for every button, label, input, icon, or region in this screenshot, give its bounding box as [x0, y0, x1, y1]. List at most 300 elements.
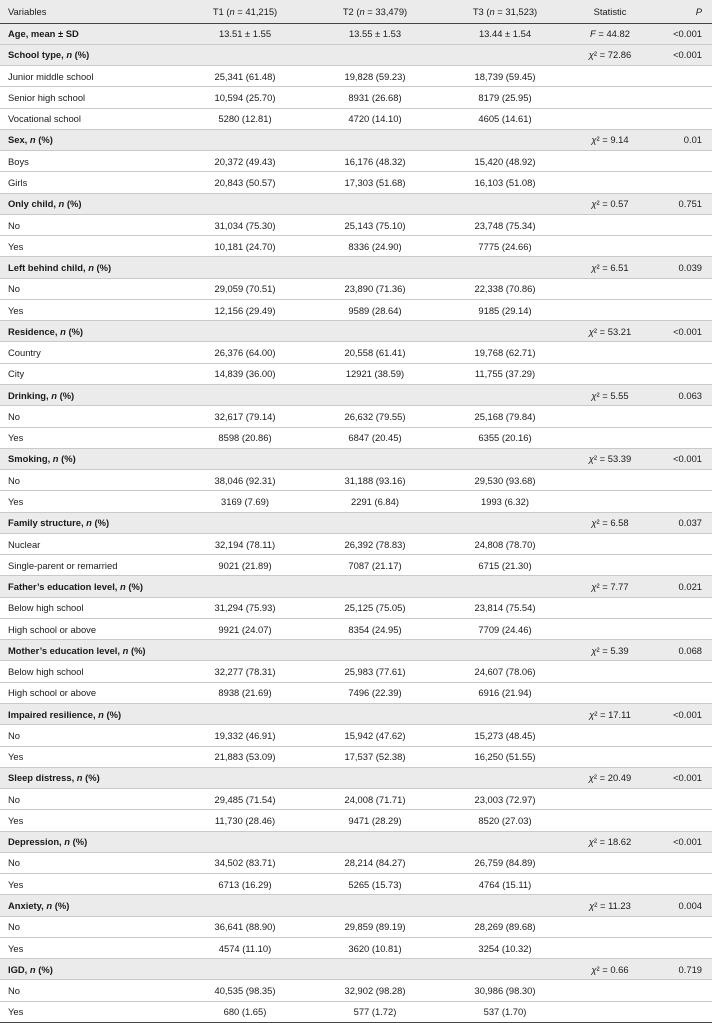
table-row	[0, 108, 712, 129]
t2-cell	[310, 257, 440, 278]
t3-cell: 23,814 (75.54)	[440, 597, 570, 618]
p-value-cell	[650, 278, 712, 299]
t3-cell	[440, 704, 570, 725]
t3-cell: 18,739 (59.45)	[440, 66, 570, 87]
statistic-cell	[570, 661, 650, 682]
category-row	[0, 448, 712, 469]
variable-cell: Yes	[0, 299, 180, 320]
p-value-cell	[650, 363, 712, 384]
statistic-cell	[570, 852, 650, 873]
t1-cell	[180, 321, 310, 342]
t3-cell: 6355 (20.16)	[440, 427, 570, 448]
t2-cell	[310, 512, 440, 533]
variable-cell: No	[0, 725, 180, 746]
t1-cell: 31,294 (75.93)	[180, 597, 310, 618]
t3-cell: 9185 (29.14)	[440, 299, 570, 320]
variable-cell: City	[0, 363, 180, 384]
header-variables: Variables	[0, 0, 180, 23]
p-value-cell	[650, 172, 712, 193]
statistic-cell	[570, 725, 650, 746]
t3-cell: 7709 (24.46)	[440, 618, 570, 639]
t3-cell: 15,420 (48.92)	[440, 151, 570, 172]
t3-cell: 26,759 (84.89)	[440, 852, 570, 873]
t3-cell: 6715 (21.30)	[440, 555, 570, 576]
t1-cell: 8938 (21.69)	[180, 682, 310, 703]
t2-cell: 12921 (38.59)	[310, 363, 440, 384]
statistic-cell: χ² = 6.58	[570, 512, 650, 533]
t3-cell: 29,530 (93.68)	[440, 470, 570, 491]
variable-cell: No	[0, 916, 180, 937]
category-row	[0, 704, 712, 725]
p-value-cell: <0.001	[650, 44, 712, 65]
t2-cell: 28,214 (84.27)	[310, 852, 440, 873]
statistic-cell: F = 44.82	[570, 23, 650, 44]
p-value-cell	[650, 661, 712, 682]
t1-cell	[180, 831, 310, 852]
category-row	[0, 23, 712, 44]
t3-cell	[440, 640, 570, 661]
category-row	[0, 767, 712, 788]
p-value-cell	[650, 682, 712, 703]
variable-cell: Senior high school	[0, 87, 180, 108]
category-row	[0, 640, 712, 661]
category-row	[0, 321, 712, 342]
variable-cell: Residence, n (%)	[0, 321, 180, 342]
t1-cell: 29,059 (70.51)	[180, 278, 310, 299]
t1-cell: 38,046 (92.31)	[180, 470, 310, 491]
statistic-cell	[570, 427, 650, 448]
t2-cell: 8931 (26.68)	[310, 87, 440, 108]
p-value-cell	[650, 236, 712, 257]
variable-cell: No	[0, 789, 180, 810]
p-value-cell: <0.001	[650, 448, 712, 469]
variable-cell: High school or above	[0, 682, 180, 703]
statistic-cell: χ² = 72.86	[570, 44, 650, 65]
p-value-cell: 0.004	[650, 895, 712, 916]
p-value-cell	[650, 916, 712, 937]
variable-cell: Yes	[0, 491, 180, 512]
variable-cell: Boys	[0, 151, 180, 172]
t1-cell: 5280 (12.81)	[180, 108, 310, 129]
statistic-cell: χ² = 11.23	[570, 895, 650, 916]
statistic-cell	[570, 555, 650, 576]
table-row	[0, 236, 712, 257]
header-row	[0, 0, 712, 23]
statistic-cell	[570, 363, 650, 384]
table-row	[0, 618, 712, 639]
t1-cell: 25,341 (61.48)	[180, 66, 310, 87]
p-value-cell	[650, 789, 712, 810]
t2-cell	[310, 895, 440, 916]
variable-cell: Drinking, n (%)	[0, 385, 180, 406]
t1-cell	[180, 257, 310, 278]
t1-cell	[180, 129, 310, 150]
t3-cell: 16,250 (51.55)	[440, 746, 570, 767]
t3-cell	[440, 959, 570, 980]
t3-cell: 4764 (15.11)	[440, 874, 570, 895]
variable-cell: Country	[0, 342, 180, 363]
p-value-cell: 0.068	[650, 640, 712, 661]
variable-cell: Vocational school	[0, 108, 180, 129]
t1-cell: 14,839 (36.00)	[180, 363, 310, 384]
category-row	[0, 512, 712, 533]
variable-cell: Father’s education level, n (%)	[0, 576, 180, 597]
t3-cell	[440, 193, 570, 214]
statistic-cell	[570, 533, 650, 554]
t1-cell	[180, 640, 310, 661]
table-row	[0, 980, 712, 1001]
table-row	[0, 682, 712, 703]
variable-cell: Below high school	[0, 661, 180, 682]
statistic-cell: χ² = 0.66	[570, 959, 650, 980]
t1-cell: 6713 (16.29)	[180, 874, 310, 895]
p-value-cell: 0.063	[650, 385, 712, 406]
table-row	[0, 470, 712, 491]
statistic-cell: χ² = 5.39	[570, 640, 650, 661]
t1-cell	[180, 767, 310, 788]
category-row	[0, 385, 712, 406]
statistic-cell	[570, 66, 650, 87]
table-row	[0, 406, 712, 427]
variable-cell: Below high school	[0, 597, 180, 618]
header-t3: T3 (n = 31,523)	[440, 0, 570, 23]
table-row	[0, 491, 712, 512]
t1-cell: 40,535 (98.35)	[180, 980, 310, 1001]
t3-cell	[440, 576, 570, 597]
variable-cell: School type, n (%)	[0, 44, 180, 65]
p-value-cell	[650, 555, 712, 576]
t3-cell	[440, 895, 570, 916]
t3-cell: 8520 (27.03)	[440, 810, 570, 831]
variable-cell: Yes	[0, 746, 180, 767]
table-row	[0, 172, 712, 193]
variable-cell: No	[0, 980, 180, 1001]
statistic-cell	[570, 87, 650, 108]
t2-cell: 26,392 (78.83)	[310, 533, 440, 554]
p-value-cell: 0.039	[650, 257, 712, 278]
t1-cell	[180, 385, 310, 406]
t1-cell: 9921 (24.07)	[180, 618, 310, 639]
t1-cell: 4574 (11.10)	[180, 937, 310, 958]
t1-cell: 10,594 (25.70)	[180, 87, 310, 108]
t2-cell	[310, 767, 440, 788]
statistic-cell	[570, 172, 650, 193]
t1-cell: 10,181 (24.70)	[180, 236, 310, 257]
statistic-cell	[570, 342, 650, 363]
t1-cell	[180, 512, 310, 533]
t2-cell: 4720 (14.10)	[310, 108, 440, 129]
t2-cell: 20,558 (61.41)	[310, 342, 440, 363]
t3-cell: 19,768 (62.71)	[440, 342, 570, 363]
p-value-cell	[650, 108, 712, 129]
t1-cell: 19,332 (46.91)	[180, 725, 310, 746]
variable-cell: Single-parent or remarried	[0, 555, 180, 576]
t1-cell: 3169 (7.69)	[180, 491, 310, 512]
p-value-cell	[650, 937, 712, 958]
t1-cell	[180, 193, 310, 214]
t1-cell	[180, 704, 310, 725]
t2-cell: 9471 (28.29)	[310, 810, 440, 831]
p-value-cell	[650, 66, 712, 87]
t1-cell: 31,034 (75.30)	[180, 214, 310, 235]
variable-cell: Only child, n (%)	[0, 193, 180, 214]
variable-cell: Family structure, n (%)	[0, 512, 180, 533]
variable-cell: Left behind child, n (%)	[0, 257, 180, 278]
p-value-cell: <0.001	[650, 23, 712, 44]
t2-cell	[310, 193, 440, 214]
t1-cell	[180, 959, 310, 980]
t1-cell: 32,194 (78.11)	[180, 533, 310, 554]
variable-cell: Yes	[0, 937, 180, 958]
statistic-cell: χ² = 6.51	[570, 257, 650, 278]
variable-cell: Yes	[0, 427, 180, 448]
statistic-cell	[570, 597, 650, 618]
statistic-cell	[570, 236, 650, 257]
table-row	[0, 1001, 712, 1022]
variable-cell: Sleep distress, n (%)	[0, 767, 180, 788]
variable-cell: Impaired resilience, n (%)	[0, 704, 180, 725]
t1-cell: 32,617 (79.14)	[180, 406, 310, 427]
t2-cell: 577 (1.72)	[310, 1001, 440, 1022]
t3-cell: 7775 (24.66)	[440, 236, 570, 257]
p-value-cell: 0.751	[650, 193, 712, 214]
statistic-cell: χ² = 53.21	[570, 321, 650, 342]
table-row	[0, 555, 712, 576]
statistic-cell	[570, 682, 650, 703]
t1-cell	[180, 44, 310, 65]
statistic-cell	[570, 810, 650, 831]
t2-cell	[310, 704, 440, 725]
p-value-cell: <0.001	[650, 767, 712, 788]
t3-cell	[440, 385, 570, 406]
p-value-cell	[650, 427, 712, 448]
variable-cell: Yes	[0, 810, 180, 831]
statistic-cell: χ² = 9.14	[570, 129, 650, 150]
p-value-cell: 0.719	[650, 959, 712, 980]
t3-cell: 6916 (21.94)	[440, 682, 570, 703]
p-value-cell: 0.021	[650, 576, 712, 597]
t1-cell: 9021 (21.89)	[180, 555, 310, 576]
t1-cell: 12,156 (29.49)	[180, 299, 310, 320]
t2-cell: 31,188 (93.16)	[310, 470, 440, 491]
variable-cell: Junior middle school	[0, 66, 180, 87]
table-row	[0, 937, 712, 958]
t2-cell: 25,125 (75.05)	[310, 597, 440, 618]
t2-cell: 3620 (10.81)	[310, 937, 440, 958]
table-row	[0, 916, 712, 937]
t3-cell	[440, 321, 570, 342]
t3-cell: 537 (1.70)	[440, 1001, 570, 1022]
p-value-cell	[650, 342, 712, 363]
p-value-cell	[650, 725, 712, 746]
table-row	[0, 789, 712, 810]
t2-cell: 7496 (22.39)	[310, 682, 440, 703]
t2-cell: 17,537 (52.38)	[310, 746, 440, 767]
t1-cell	[180, 895, 310, 916]
t2-cell: 13.55 ± 1.53	[310, 23, 440, 44]
t2-cell: 24,008 (71.71)	[310, 789, 440, 810]
t3-cell	[440, 129, 570, 150]
t2-cell: 25,983 (77.61)	[310, 661, 440, 682]
category-row	[0, 959, 712, 980]
statistic-cell	[570, 618, 650, 639]
t3-cell: 23,003 (72.97)	[440, 789, 570, 810]
category-row	[0, 257, 712, 278]
category-row	[0, 576, 712, 597]
table-row	[0, 533, 712, 554]
t3-cell: 8179 (25.95)	[440, 87, 570, 108]
t3-cell: 3254 (10.32)	[440, 937, 570, 958]
t2-cell	[310, 448, 440, 469]
t3-cell: 4605 (14.61)	[440, 108, 570, 129]
t3-cell: 24,808 (78.70)	[440, 533, 570, 554]
p-value-cell	[650, 214, 712, 235]
table-row	[0, 746, 712, 767]
t1-cell: 20,843 (50.57)	[180, 172, 310, 193]
table-row	[0, 299, 712, 320]
t2-cell: 17,303 (51.68)	[310, 172, 440, 193]
t3-cell: 11,755 (37.29)	[440, 363, 570, 384]
variable-cell: Depression, n (%)	[0, 831, 180, 852]
statistic-cell	[570, 299, 650, 320]
statistic-cell	[570, 491, 650, 512]
p-value-cell	[650, 1001, 712, 1022]
t2-cell	[310, 576, 440, 597]
variable-cell: Smoking, n (%)	[0, 448, 180, 469]
t3-cell	[440, 257, 570, 278]
t2-cell: 26,632 (79.55)	[310, 406, 440, 427]
t2-cell: 19,828 (59.23)	[310, 66, 440, 87]
statistic-cell: χ² = 5.55	[570, 385, 650, 406]
header-statistic: Statistic	[570, 0, 650, 23]
variable-cell: High school or above	[0, 618, 180, 639]
t3-cell	[440, 767, 570, 788]
t3-cell	[440, 44, 570, 65]
t1-cell: 26,376 (64.00)	[180, 342, 310, 363]
t1-cell: 21,883 (53.09)	[180, 746, 310, 767]
variable-cell: Sex, n (%)	[0, 129, 180, 150]
t3-cell: 16,103 (51.08)	[440, 172, 570, 193]
t1-cell: 20,372 (49.43)	[180, 151, 310, 172]
category-row	[0, 831, 712, 852]
header-p: P	[650, 0, 712, 23]
category-row	[0, 129, 712, 150]
t3-cell: 28,269 (89.68)	[440, 916, 570, 937]
statistic-cell	[570, 874, 650, 895]
t2-cell: 15,942 (47.62)	[310, 725, 440, 746]
statistic-cell	[570, 1001, 650, 1022]
p-value-cell	[650, 810, 712, 831]
p-value-cell	[650, 87, 712, 108]
t2-cell: 23,890 (71.36)	[310, 278, 440, 299]
t3-cell: 13.44 ± 1.54	[440, 23, 570, 44]
p-value-cell: <0.001	[650, 704, 712, 725]
p-value-cell	[650, 874, 712, 895]
category-row	[0, 44, 712, 65]
t2-cell	[310, 385, 440, 406]
header-t2: T2 (n = 33,479)	[310, 0, 440, 23]
t2-cell	[310, 321, 440, 342]
t3-cell: 30,986 (98.30)	[440, 980, 570, 1001]
t1-cell: 32,277 (78.31)	[180, 661, 310, 682]
t1-cell: 680 (1.65)	[180, 1001, 310, 1022]
table-row	[0, 874, 712, 895]
variable-cell: No	[0, 852, 180, 873]
p-value-cell	[650, 491, 712, 512]
t3-cell	[440, 448, 570, 469]
table-row	[0, 597, 712, 618]
p-value-cell	[650, 151, 712, 172]
t2-cell: 2291 (6.84)	[310, 491, 440, 512]
t3-cell: 24,607 (78.06)	[440, 661, 570, 682]
table-row	[0, 87, 712, 108]
statistic-cell	[570, 937, 650, 958]
table-row	[0, 852, 712, 873]
t2-cell: 9589 (28.64)	[310, 299, 440, 320]
t2-cell: 32,902 (98.28)	[310, 980, 440, 1001]
table-row	[0, 427, 712, 448]
statistic-cell	[570, 214, 650, 235]
variable-cell: No	[0, 214, 180, 235]
t3-cell: 22,338 (70.86)	[440, 278, 570, 299]
t3-cell: 1993 (6.32)	[440, 491, 570, 512]
p-value-cell	[650, 852, 712, 873]
statistic-cell: χ² = 20.49	[570, 767, 650, 788]
table-row	[0, 810, 712, 831]
table-row	[0, 661, 712, 682]
statistic-cell: χ² = 53.39	[570, 448, 650, 469]
statistic-cell	[570, 278, 650, 299]
category-row	[0, 193, 712, 214]
statistic-cell	[570, 746, 650, 767]
t3-cell: 15,273 (48.45)	[440, 725, 570, 746]
p-value-cell	[650, 470, 712, 491]
variable-cell: Mother’s education level, n (%)	[0, 640, 180, 661]
table-row	[0, 278, 712, 299]
variable-cell: No	[0, 406, 180, 427]
statistic-cell: χ² = 0.57	[570, 193, 650, 214]
t2-cell: 8354 (24.95)	[310, 618, 440, 639]
p-value-cell: 0.01	[650, 129, 712, 150]
p-value-cell	[650, 299, 712, 320]
p-value-cell	[650, 980, 712, 1001]
p-value-cell	[650, 406, 712, 427]
p-value-cell	[650, 533, 712, 554]
statistic-cell	[570, 916, 650, 937]
table-row	[0, 214, 712, 235]
t3-cell	[440, 512, 570, 533]
p-value-cell: <0.001	[650, 831, 712, 852]
t2-cell: 16,176 (48.32)	[310, 151, 440, 172]
variable-cell: IGD, n (%)	[0, 959, 180, 980]
statistic-cell	[570, 151, 650, 172]
statistic-cell: χ² = 17.11	[570, 704, 650, 725]
variable-cell: Yes	[0, 236, 180, 257]
table-row	[0, 363, 712, 384]
variable-cell: No	[0, 470, 180, 491]
variable-cell: Nuclear	[0, 533, 180, 554]
variable-cell: Girls	[0, 172, 180, 193]
t2-cell: 29,859 (89.19)	[310, 916, 440, 937]
t1-cell: 34,502 (83.71)	[180, 852, 310, 873]
p-value-cell: 0.037	[650, 512, 712, 533]
t2-cell	[310, 959, 440, 980]
t2-cell	[310, 44, 440, 65]
statistic-cell	[570, 980, 650, 1001]
header-t1: T1 (n = 41,215)	[180, 0, 310, 23]
t2-cell	[310, 640, 440, 661]
t1-cell	[180, 576, 310, 597]
